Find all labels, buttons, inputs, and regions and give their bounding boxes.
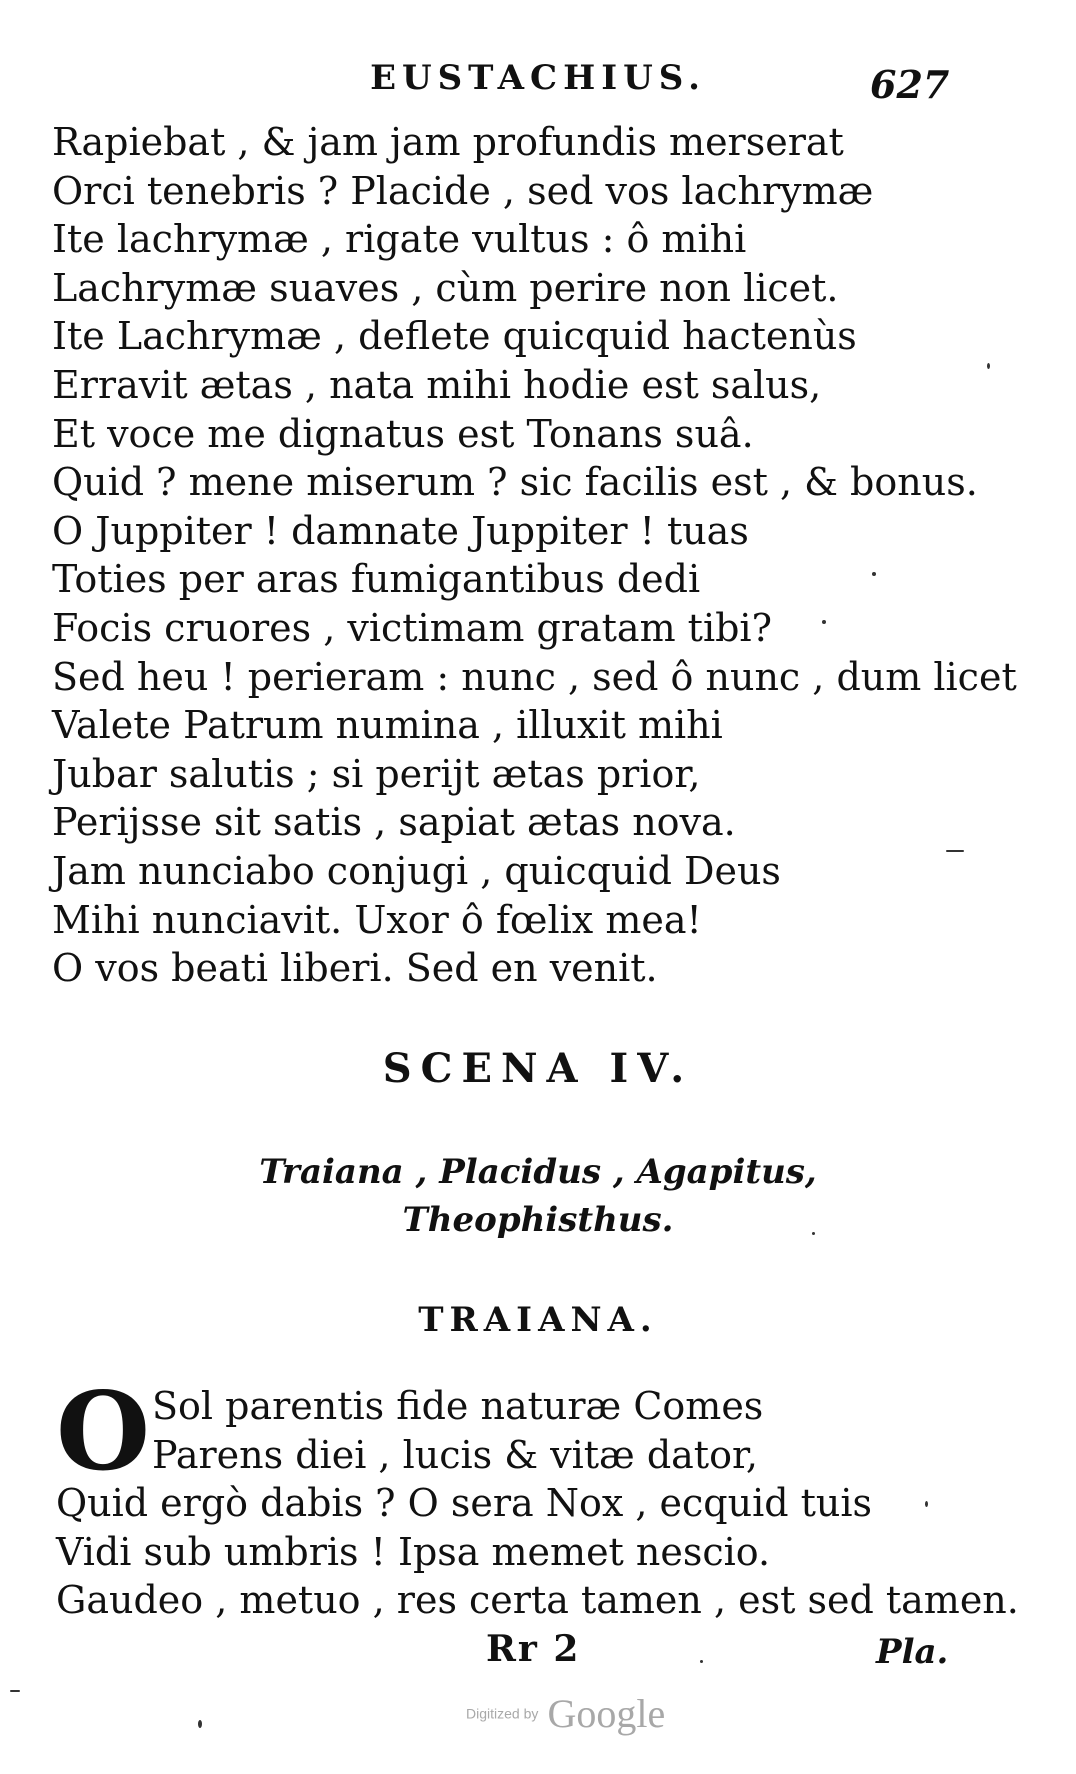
- paper-speck: [198, 1720, 202, 1728]
- paper-speck: [700, 1660, 703, 1663]
- paper-speck: [987, 363, 990, 369]
- scene-title: SCENA IV.: [382, 1045, 694, 1092]
- dramatis-personae: [0, 1148, 1076, 1244]
- verse-line: Jam nunciabo conjugi , quicquid Deus: [52, 848, 781, 893]
- speaker-name: TRAIANA.: [418, 1300, 658, 1340]
- catchword: Pla.: [876, 1632, 949, 1672]
- digitized-watermark: [466, 1690, 665, 1737]
- speech-line: Sol parentis fide naturæ Comes: [152, 1384, 764, 1428]
- verse-line: Jubar salutis ; si perijt ætas prior,: [52, 751, 701, 796]
- verse-line: Mihi nunciavit. Uxor ô fœlix mea!: [52, 897, 702, 942]
- characters-line: Theophisthus.: [402, 1200, 674, 1240]
- speech-line: Gaudeo , metuo , res certa tamen , est sed tamen.: [56, 1578, 1019, 1622]
- verse-block: [52, 118, 1017, 993]
- verse-line: Ite Lachrymæ , deflete quicquid hactenùs: [52, 314, 857, 359]
- speech-block: [56, 1369, 1019, 1625]
- characters-line: Traiana , Placidus , Agapitus,: [259, 1152, 817, 1192]
- paper-speck: [10, 1690, 20, 1692]
- paper-speck: [925, 1501, 928, 1507]
- google-logo: Google: [547, 1691, 666, 1736]
- running-title: EUSTACHIUS.: [370, 58, 706, 98]
- verse-line: Rapiebat , & jam jam profundis merserat: [52, 120, 844, 164]
- verse-line: Valete Patrum numina , illuxit mihi: [52, 703, 723, 748]
- verse-line: Focis cruores , victimam gratam tibi?: [52, 605, 772, 650]
- drop-cap: O: [56, 1369, 151, 1495]
- verse-line: Erravit ætas , nata mihi hodie est salus,: [52, 362, 822, 407]
- speech-line: Parens diei , lucis & vitæ dator,: [152, 1432, 759, 1477]
- verse-line: Orci tenebris ? Placide , sed vos lachrymæ: [52, 168, 874, 213]
- signature-mark: Rr 2: [486, 1628, 581, 1670]
- speech-line: Quid ergò dabis ? O sera Nox , ecquid tuis: [56, 1481, 873, 1525]
- page-number: 627: [870, 62, 950, 107]
- verse-line: Quid ? mene miserum ? sic facilis est , & bonus.: [52, 460, 978, 505]
- verse-line: O vos beati liberi. Sed en venit.: [52, 946, 658, 991]
- verse-line: Lachrymæ suaves , cùm perire non licet.: [52, 265, 839, 310]
- verse-line: Et voce me dignatus est Tonans suâ.: [52, 411, 754, 456]
- speech-line: Vidi sub umbris ! Ipsa memet nescio.: [56, 1529, 771, 1574]
- verse-line: Perijsse sit satis , sapiat ætas nova.: [52, 800, 736, 845]
- verse-line: Sed heu ! perieram : nunc , sed ô nunc , dum licet: [52, 654, 1017, 699]
- paper-speck: [946, 850, 964, 852]
- paper-speck: [872, 572, 876, 576]
- paper-speck: [822, 620, 826, 624]
- watermark-prefix: Digitized by: [466, 1705, 539, 1722]
- verse-line: Toties per aras fumigantibus dedi: [52, 557, 701, 602]
- verse-line: Ite lachrymæ , rigate vultus : ô mihi: [52, 217, 747, 262]
- paper-speck: [812, 1232, 815, 1235]
- verse-line: O Juppiter ! damnate Juppiter ! tuas: [52, 508, 749, 553]
